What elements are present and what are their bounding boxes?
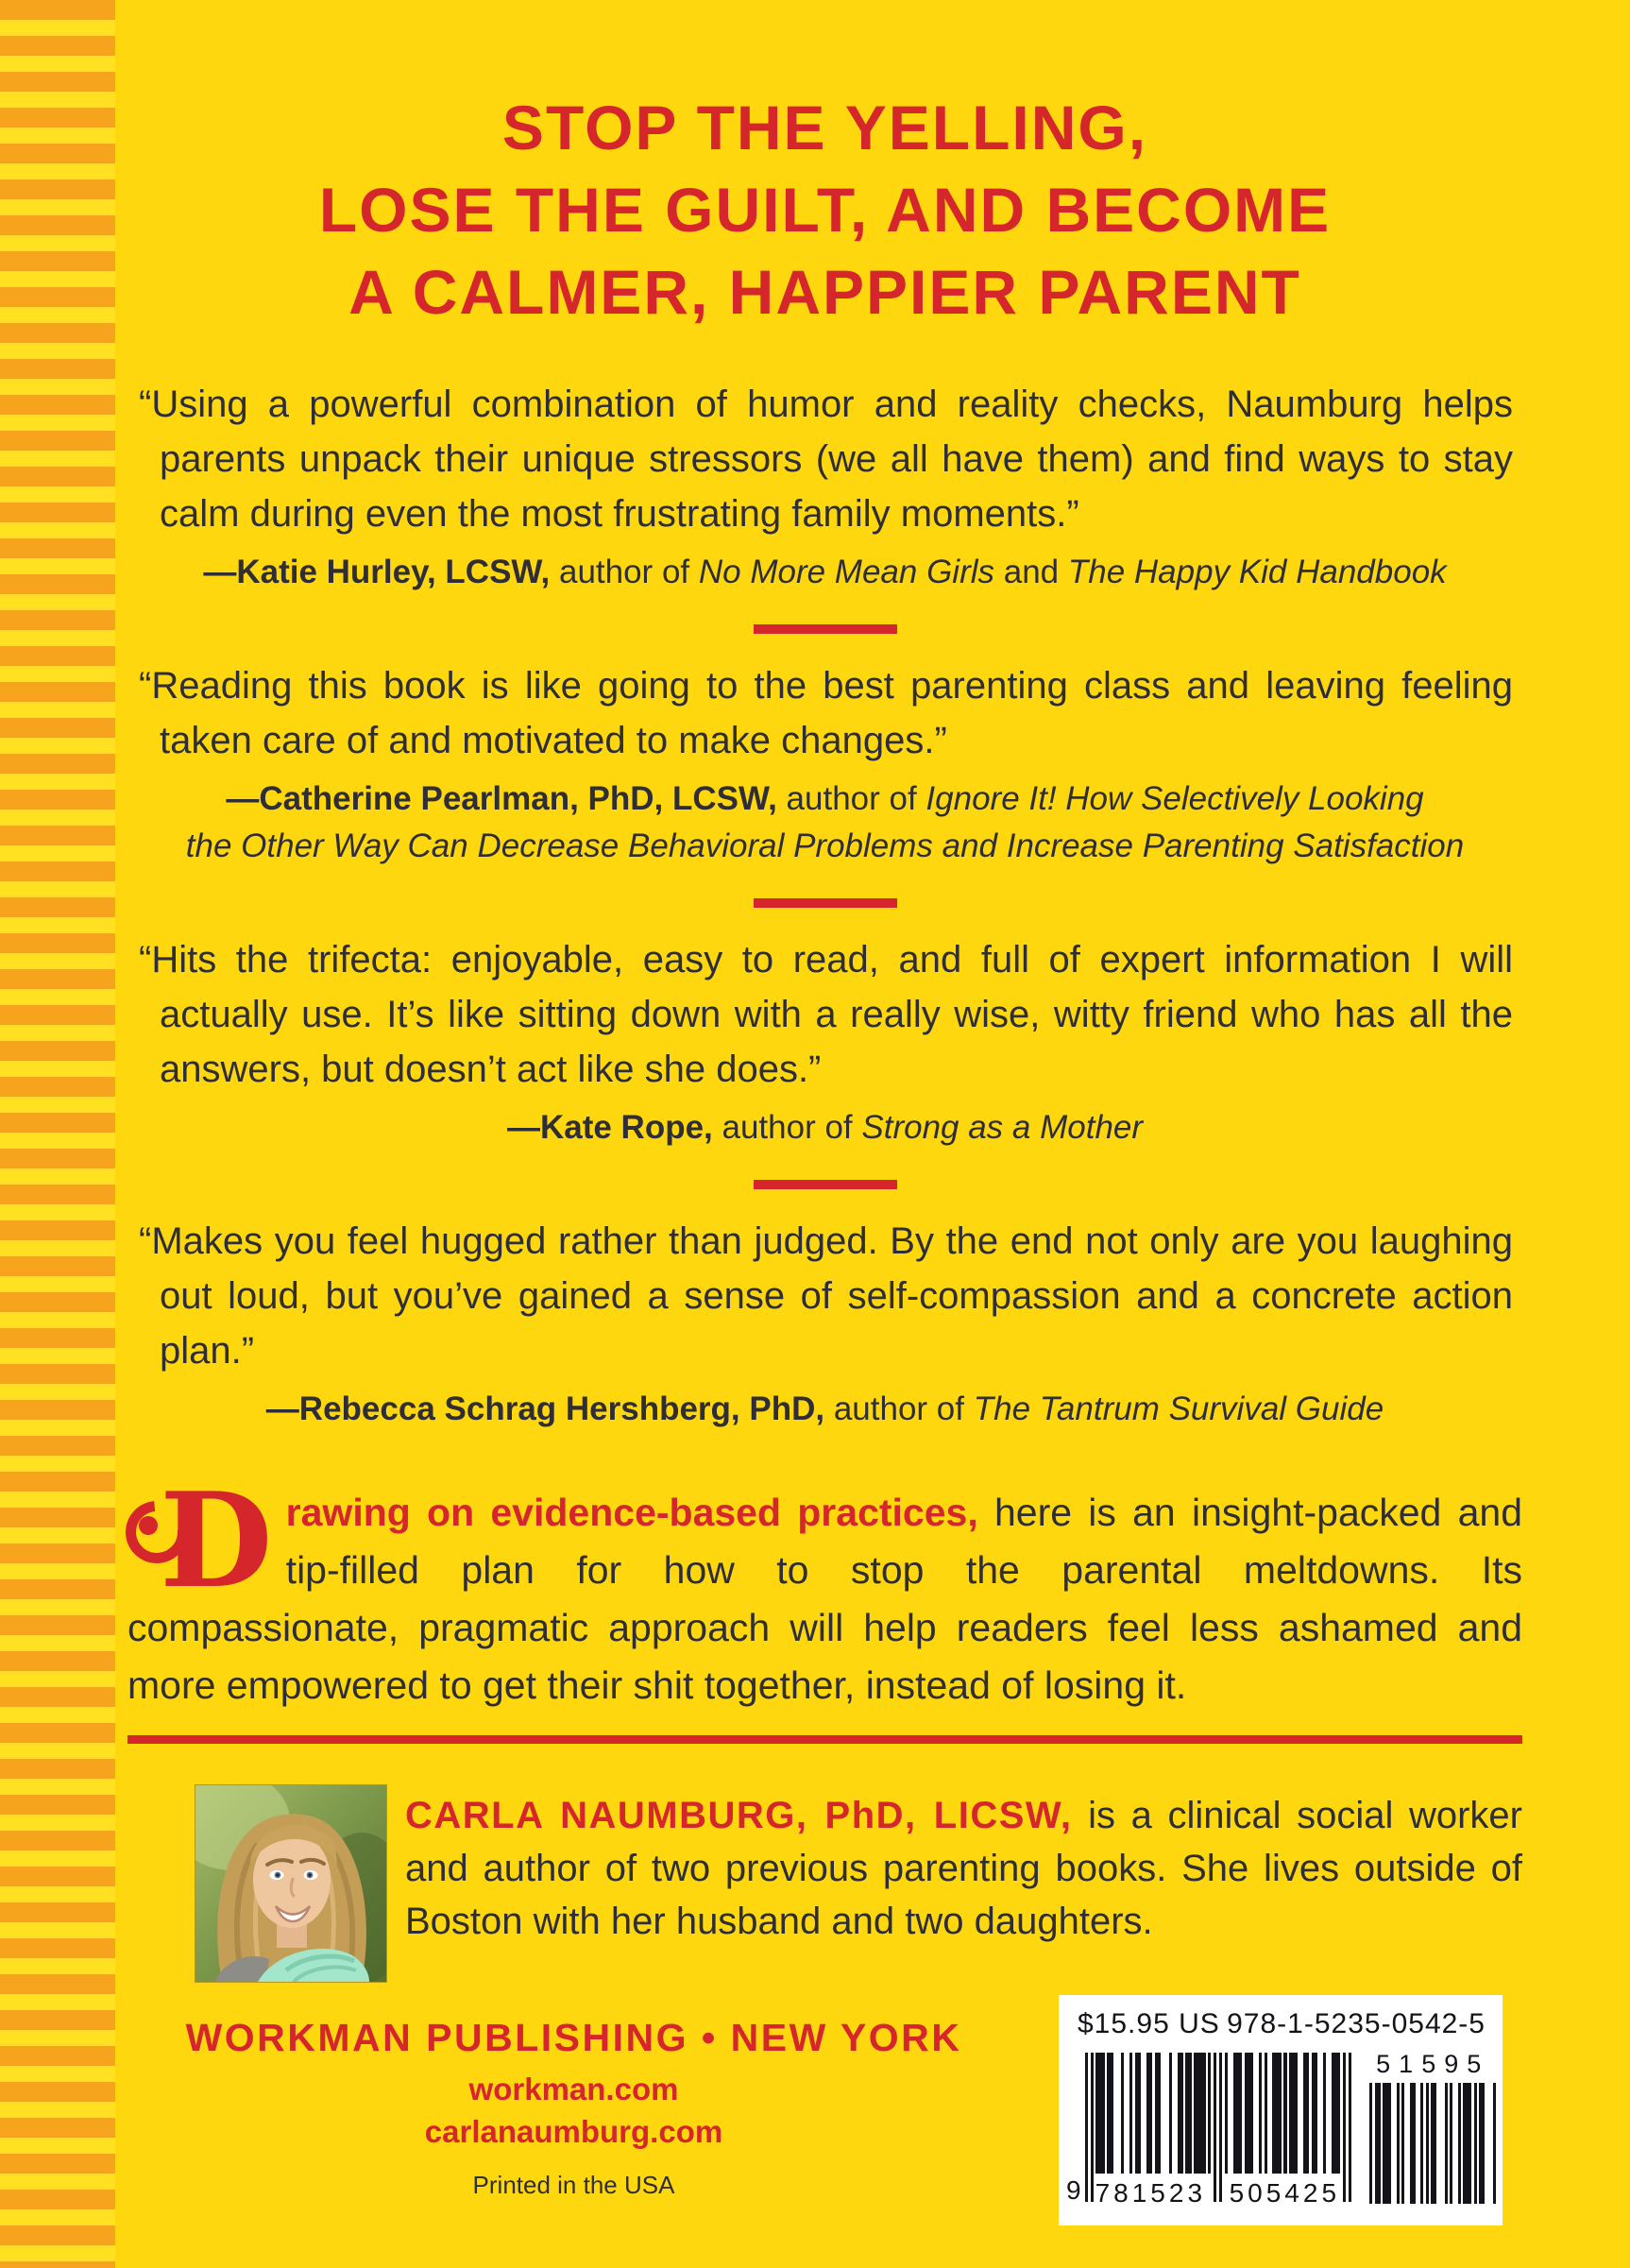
quote-text: “Hits the trifecta: enjoyable, easy to read, and full of expert information I will actually use. It’s like sitting down with a really wise, witty friend who has all the answers, but doesn’t act like she does.”	[139, 939, 1513, 1090]
title-line-3: A CALMER, HAPPIER PARENT	[348, 257, 1301, 327]
quote-block-2	[127, 658, 1522, 870]
barcode-digit-group-1: 781523	[1093, 2179, 1209, 2208]
quote-text: “Makes you feel hugged rather than judged. By the end not only are you laughing out loud, but you’ve gained a sense of self-compassion and a concrete action plan.”	[139, 1220, 1513, 1372]
title-line-2: LOSE THE GUILT, AND BECOME	[318, 175, 1332, 245]
quote-block-4	[127, 1214, 1522, 1433]
back-cover-content	[127, 0, 1522, 1982]
barcode-supplement	[1367, 2050, 1491, 2204]
barcode-row	[1059, 2040, 1503, 2208]
quote-attribution: —Rebecca Schrag Hershberg, PhD, author of The Tantrum Survival Guide	[265, 1390, 1384, 1427]
author-bio: CARLA NAUMBURG, PhD, LICSW, is a clinical social worker and author of two previous parenting books. She lives outside of Boston with her husband and two daughters.	[405, 1795, 1522, 1942]
barcode-supplement-bars	[1367, 2083, 1491, 2204]
section-divider	[754, 624, 897, 634]
barcode-isbn: 978-1-5235-0542-5	[1227, 2008, 1486, 2039]
publisher-line: WORKMAN PUBLISHING • NEW YORK	[185, 2016, 962, 2059]
quote-attribution: —Catherine Pearlman, PhD, LCSW, author of Ignore It! How Selectively Looking the Other Way Can Decrease Behavioral Problems and Increase Parenting Satisfaction	[185, 780, 1465, 864]
barcode-left-digit: 9	[1066, 2175, 1081, 2205]
barcode-price: $15.95 US	[1078, 2008, 1220, 2039]
quote-text: “Using a powerful combination of humor and reality checks, Naumburg helps parents unpack their unique stressors (we all have them) and find ways to stay calm during even the most frustrating family moments.”	[139, 384, 1513, 535]
printed-note: Printed in the USA	[472, 2171, 675, 2199]
description-paragraph: Drawing on evidence-based practices, here is an insight-packed and tip-filled plan for how to stop the parental meltdowns. Its compassionate, pragmatic approach will help readers feel less ashamed and more empowered to get their shit together, instead of losing it.	[127, 1484, 1522, 1714]
title-line-1: STOP THE YELLING,	[501, 93, 1148, 162]
barcode-panel	[1059, 1995, 1503, 2225]
barcode-main-bars	[1085, 2053, 1343, 2208]
quote-attribution: —Kate Rope, author of Strong as a Mother	[506, 1109, 1144, 1146]
publisher-site-author: carlanaumburg.com	[424, 2114, 723, 2149]
drop-cap: D	[160, 1492, 273, 1590]
quote-block-1	[127, 377, 1522, 596]
section-divider	[754, 898, 897, 908]
divider-rule	[127, 1735, 1522, 1744]
quote-block-3	[127, 932, 1522, 1151]
barcode-digit-group-2: 505425	[1227, 2179, 1343, 2208]
barcode-header	[1059, 1995, 1503, 2040]
author-section	[127, 1785, 1522, 1982]
drop-cap-swash-dot	[139, 1516, 158, 1535]
quote-attribution: —Katie Hurley, LCSW, author of No More Mean Girls and The Happy Kid Handbook	[203, 554, 1447, 590]
publisher-block	[127, 2016, 1020, 2200]
section-divider	[754, 1180, 897, 1189]
quote-text: “Reading this book is like going to the best parenting class and leaving feeling taken care of and motivated to make changes.”	[139, 665, 1513, 761]
barcode-supplement-digits: 51595	[1376, 2050, 1490, 2078]
spine-stripes	[0, 0, 115, 2268]
page-title	[127, 87, 1522, 333]
author-photo	[195, 1785, 386, 1982]
publisher-site-workman: workman.com	[468, 2072, 679, 2106]
